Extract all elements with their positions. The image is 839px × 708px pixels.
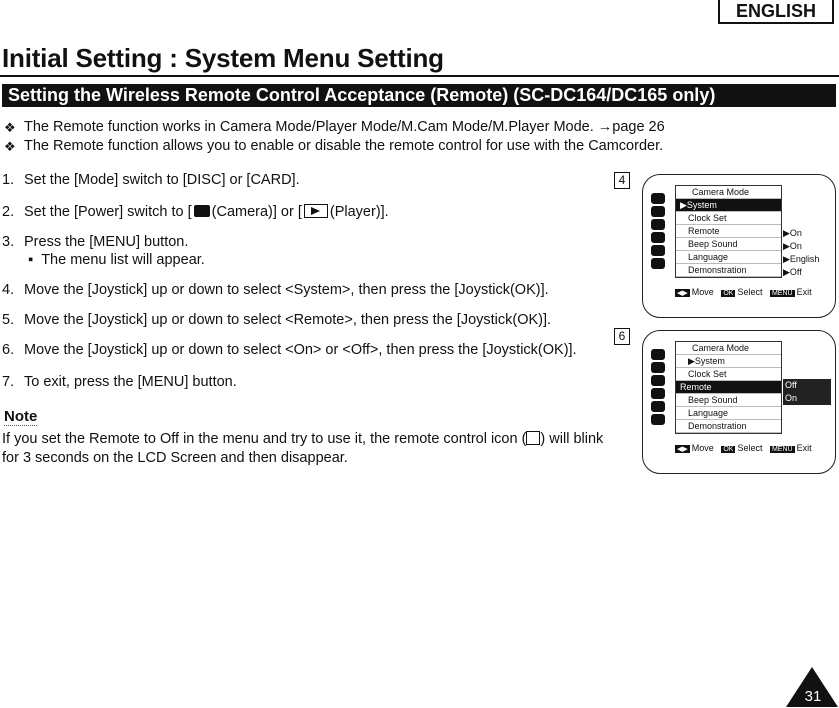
camera-mode-icon <box>651 349 665 360</box>
intro-bullet <box>4 118 665 137</box>
note-heading: Note <box>4 408 38 425</box>
menu-item-remote[interactable]: Remote <box>676 381 781 394</box>
step-text: Move the [Joystick] up or down to select <Remote>, then press the [Joystick(OK)]. <box>24 312 552 328</box>
square-bullet-icon: ▪ <box>28 252 42 268</box>
menu-item-language[interactable]: Language <box>676 251 781 264</box>
menu-key-icon: MENU <box>771 290 793 297</box>
menu-mode-label: Camera Mode <box>676 342 781 355</box>
lcd-icon-column <box>651 349 671 427</box>
record-icon <box>651 362 665 373</box>
step-item <box>2 172 300 188</box>
menu-item-beep-sound[interactable]: Beep Sound <box>676 394 781 407</box>
menu-item-beep-sound[interactable]: Beep Sound <box>676 238 781 251</box>
menu-item-clock-set[interactable]: Clock Set <box>676 368 781 381</box>
step-item <box>2 342 577 358</box>
option-values <box>783 379 831 405</box>
step-text: Move the [Joystick] up or down to select <System>, then press the [Joystick(OK)]. <box>24 282 549 298</box>
footer-exit: Exit <box>796 443 812 453</box>
gear-icon <box>651 414 665 425</box>
menu-item-demonstration[interactable]: Demonstration <box>676 420 781 433</box>
step-number: 1. <box>2 172 15 188</box>
step-number: 2. <box>2 204 15 220</box>
page-title: Initial Setting : System Menu Setting <box>2 43 444 73</box>
tv-icon <box>651 245 665 256</box>
step-text: To exit, press the [MENU] button. <box>24 374 237 390</box>
display-icon <box>651 232 665 243</box>
sub-text: The menu list will appear. <box>41 252 205 268</box>
tv-icon <box>651 401 665 412</box>
step-sub-bullet <box>28 252 205 268</box>
ok-key-icon: OK <box>723 290 734 297</box>
step-item <box>2 204 389 220</box>
note-text-end: ) will blink for 3 seconds on the LCD Screen and then disappear. <box>2 431 604 466</box>
lcd-icon-column <box>651 193 671 271</box>
camera-icon <box>194 205 210 217</box>
footer-move: Move <box>691 443 714 453</box>
step-text: Set the [Power] switch to [ <box>24 204 192 220</box>
step-text: Move the [Joystick] up or down to select <On> or <Off>, then press the [Joystick(OK)]. <box>24 342 577 358</box>
language-tab: ENGLISH <box>718 0 834 24</box>
option-off[interactable]: Off <box>783 379 831 392</box>
footer-move: Move <box>691 287 714 297</box>
intro-text: The Remote function allows you to enable or disable the remote control for use with the Camcorder. <box>24 138 664 154</box>
value-beep-sound: ▶On <box>783 241 802 251</box>
menu-item-system[interactable]: ▶System <box>676 355 781 368</box>
menu-item-demonstration[interactable]: Demonstration <box>676 264 781 277</box>
title-divider <box>0 75 839 77</box>
menu-values <box>783 227 831 279</box>
settings-icon <box>651 219 665 230</box>
joystick-key-icon: ◀▶ <box>677 446 688 453</box>
menu-key-icon: MENU <box>771 446 793 453</box>
step-text: Press the [MENU] button. <box>24 234 189 250</box>
step-text: Set the [Mode] switch to [DISC] or [CARD]. <box>24 172 300 188</box>
page-number: 31 <box>804 688 822 705</box>
screen-badge: 4 <box>614 172 630 189</box>
step-number: 5. <box>2 312 15 328</box>
record-icon <box>651 206 665 217</box>
section-heading: Setting the Wireless Remote Control Acceptance (Remote) (SC-DC164/DC165 only) <box>2 84 836 107</box>
lcd-footer <box>675 443 833 453</box>
joystick-key-icon: ◀▶ <box>677 290 688 297</box>
step-item <box>2 234 188 250</box>
intro-text: The Remote function works in Camera Mode/Player Mode/M.Cam Mode/M.Player Mode. →page 26 <box>24 119 665 135</box>
menu-mode-label: Camera Mode <box>676 186 781 199</box>
player-icon <box>304 204 328 218</box>
step-number: 3. <box>2 234 15 250</box>
lcd-screen <box>642 174 836 318</box>
gear-icon <box>651 258 665 269</box>
menu-item-clock-set[interactable]: Clock Set <box>676 212 781 225</box>
diamond-bullet-icon: ❖ <box>4 139 16 154</box>
intro-bullets <box>4 118 665 156</box>
footer-select: Select <box>737 443 763 453</box>
value-language: ▶English <box>783 254 820 264</box>
lcd-screen <box>642 330 836 474</box>
footer-exit: Exit <box>796 287 812 297</box>
diamond-bullet-icon: ❖ <box>4 120 16 135</box>
step-item <box>2 374 237 390</box>
camera-mode-icon <box>651 193 665 204</box>
note-text-start: If you set the Remote to Off in the menu and try to use it, the remote control icon ( <box>2 431 527 447</box>
screen-badge: 6 <box>614 328 630 345</box>
step-number: 7. <box>2 374 15 390</box>
menu-item-language[interactable]: Language <box>676 407 781 420</box>
value-remote: ▶On <box>783 228 802 238</box>
value-demonstration: ▶Off <box>783 267 802 277</box>
settings-icon <box>651 375 665 386</box>
step-number: 4. <box>2 282 15 298</box>
step-number: 6. <box>2 342 15 358</box>
note-text <box>2 430 617 468</box>
remote-control-icon <box>526 431 540 445</box>
step-text: (Player)]. <box>329 204 389 220</box>
menu-list <box>675 341 782 434</box>
footer-select: Select <box>737 287 763 297</box>
ok-key-icon: OK <box>723 446 734 453</box>
step-item <box>2 312 551 328</box>
menu-list <box>675 185 782 278</box>
lcd-footer <box>675 287 833 297</box>
intro-bullet <box>4 137 665 156</box>
step-item <box>2 282 549 298</box>
display-icon <box>651 388 665 399</box>
menu-item-remote[interactable]: Remote <box>676 225 781 238</box>
menu-item-system[interactable]: ▶System <box>676 199 781 212</box>
step-text: (Camera)] or [ <box>211 204 302 220</box>
option-on[interactable]: On <box>783 392 831 405</box>
